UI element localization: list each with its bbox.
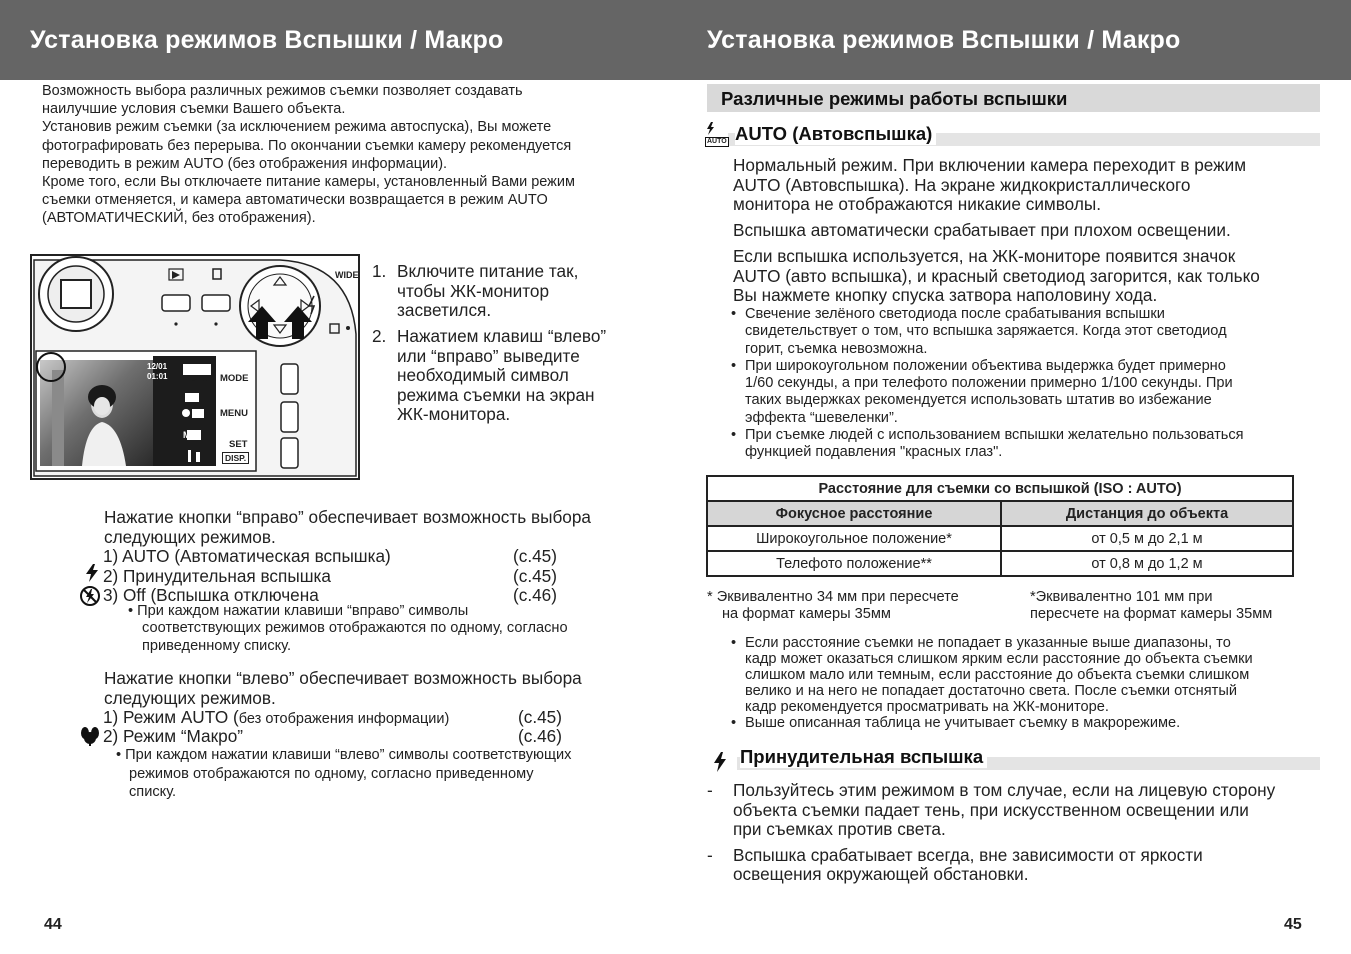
section-header [707,84,1320,112]
forced-items [707,781,1275,885]
mode-button-label: MODE [220,373,249,384]
table-caption: Расстояние для съемки со вспышкой (ISO : AUTO) [707,476,1293,501]
auto-badge: AUTO [185,374,209,383]
table-row: Широкоугольное положение* от 0,5 м до 2,1 м [707,526,1293,551]
wide-button-label: WIDE [335,270,359,280]
auto-paragraph-2: Вспышка автоматически срабатывает при плохом освещении. [733,220,1231,240]
screen-time: 01:01 [147,372,168,381]
table-header-distance: Дистанция до объекта [1001,501,1293,526]
left-item-1: 1) Режим AUTO (без отображения информации) (c.45) [103,707,562,727]
table-header-focal: Фокусное расстояние [707,501,1001,526]
camera-back-drawing [30,254,360,480]
step-1: Включите питание так, чтобы ЖК-монитор засветился. [397,261,579,321]
auto-paragraph-1: Нормальный режим. При включении камера переходит в режим AUTO (Автовспышка). На экране жидкокристаллического монитора не отображаются никакие символы. [733,155,1247,215]
left-item-2: 2) Режим “Макро” (c.46) [103,726,562,746]
right-press-note: • При каждом нажатии клавиши “вправо” символы соответствующих режимов отображаются по одному, согласно приведенному списку. [128,603,568,654]
right-item-2: 2) Принудительная вспышка (c.45) [103,566,557,586]
list-item: • Выше описанная таблица не учитывает съемку в макрорежиме. [731,715,1181,731]
footnote-tele: *Эквивалентно 101 мм при пересчете на формат камеры 35мм [1030,589,1273,623]
auto-title: AUTO (Автовспышка) [735,123,936,145]
camera-illustration [30,254,360,480]
auto-icon-label: AUTO [707,138,727,145]
set-button-label: SET [229,439,248,450]
flash-distance-table [706,475,1294,577]
forced-title: Принудительная вспышка [740,746,987,768]
flash-icon [712,751,728,773]
list-item: • Если расстояние съемки не попадает в указанные выше диапазоны, то кадр может оказаться слишком ярким если расстояние до объекта съемки слишком мало или темным, если расстояние до объекта съемки слишком велико и на него не попадает достаточно света. После съемки отснятый кадр рекомендуется просматривать на ЖК-мониторе. [731,635,1253,715]
list-item: • При широкоугольном положении объектива выдержка будет примерно 1/60 секунды, а при телефото положении примерно 1/100 секунды. При таких выдержках рекомендуется использовать штатив во избежание эффекта “шевеленки”. [731,357,1233,426]
section-title: Различные режимы работы вспышки [721,88,1068,109]
page-header [0,0,1351,80]
right-item-1: 1) AUTO (Автоматическая вспышка) (c.45) [103,546,557,566]
auto-bullets [731,306,1331,462]
list-item: • Свечение зелёного светодиода после срабатывания вспышки свидетельствует о том, что вспышка заряжается. Когда этот светодиод горит, съемка невозможна. [731,306,1227,357]
list-item: - Вспышка срабатывает всегда, вне зависимости от яркости освещения окружающей обстановки. [707,844,1203,885]
list-item: • При съемке людей с использованием вспышки желательно пользоваться функцией подавления "красных глаз". [731,427,1244,461]
disp-button-label: DISP. [222,452,249,464]
left-header-title: Установка режимов Вспышки / Макро [30,26,504,54]
range-bullets [731,635,1253,731]
right-page-number: 45 [1284,916,1302,933]
step-2: Нажатием клавиш “влево” или “вправо” выведите необходимый символ режима съемки на экран ЖК-монитора. [397,326,607,425]
screen-date: 12/01 [147,362,168,371]
left-press-note: • При каждом нажатии клавиши “влево” символы соответствующих режимов отображаются по одному, согласно приведенному списку. [116,747,572,800]
footnote-wide: * Эквивалентно 34 мм при пересчете на формат камеры 35мм [707,589,959,623]
auto-paragraph-3: Если вспышка используется, на ЖК-мониторе появится значок AUTO (авто вспышка), и красный светодиод загорится, как только Вы нажмете кнопку спуска затвора наполовину хода. [733,246,1260,306]
intro-paragraph: Возможность выбора различных режимов съемки позволяет создавать наилучшие условия съемки Вашего объекта. Установив режим съемки (за исключением режима автоспуска), Вы можете фотографировать без перерыва. По окончании съемки камеру рекомендуется переводить в режим AUTO (без отображения информации). Кроме того, если Вы отключаете питание камеры, установленный Вами режим съемки отменяется, и камера автоматически возвращается в режим AUTO (АВТОМАТИЧЕСКИЙ, без отображения). [42,83,575,227]
screen-mark: M [183,430,191,440]
menu-button-label: MENU [220,408,248,419]
left-page-number: 44 [44,916,62,933]
list-item: - Пользуйтесь этим режимом в том случае, если на лицевую сторону объекта съемки падает тень, при искусственном освещении или при съемках против света. [707,780,1276,840]
right-item-3: 3) Off (Вспышка отключена (c.46) [103,585,557,605]
right-header-title: Установка режимов Вспышки / Макро [707,26,1181,54]
macro-icon [79,725,101,747]
flash-off-icon [79,585,101,607]
flash-icon [84,563,100,583]
table-row: Телефото положение** от 0,8 м до 1,2 м [707,551,1293,576]
right-press-intro: Нажатие кнопки “вправо” обеспечивает возможность выбора следующих режимов. [104,507,591,547]
left-press-intro: Нажатие кнопки “влево” обеспечивает возможность выбора следующих режимов. [104,668,582,708]
